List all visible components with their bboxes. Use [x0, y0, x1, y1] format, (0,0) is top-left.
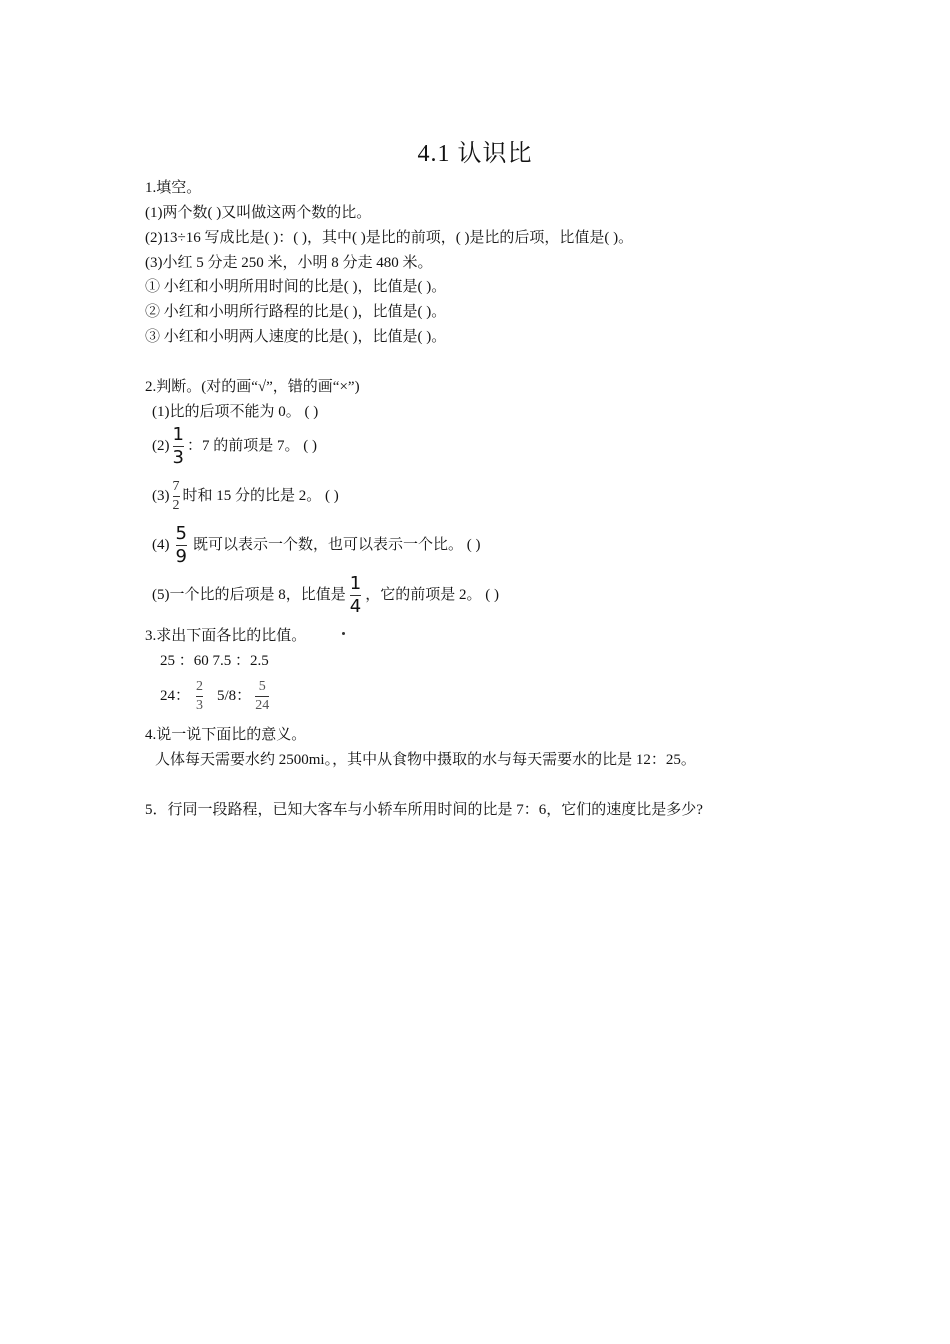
q2-item-3-prefix: (3) [152, 488, 170, 504]
fraction-one-quarter [350, 575, 361, 616]
q3-ratio-a-prefix: 24： [160, 688, 191, 704]
q2-item-1: (1)比的后项不能为 0。 ( ) [152, 404, 319, 420]
q2-item-3-text: 时和 15 分的比是 2。 ( ) [182, 488, 339, 504]
fraction-numerator: 1 [349, 573, 362, 595]
fraction-two-thirds [196, 680, 203, 713]
fraction-numerator: 5 [175, 523, 187, 545]
fraction-one-third [173, 426, 184, 467]
q3-row-1: 25 ：60 7.5 ：2.5 [160, 653, 269, 669]
q1-item-2: (2)13÷16 写成比是( )：( )，其中( )是比的前项，( )是比的后项，比值是( )。 [145, 230, 634, 246]
fraction-denominator: 9 [175, 546, 187, 568]
q1-subitem-3: ③ 小红和小明两人速度的比是( )，比值是( )。 [145, 329, 447, 345]
fraction-denominator: 3 [172, 447, 184, 469]
q2-item-5-prefix: (5)一个比的后项是 8，比值是 [152, 587, 346, 603]
stray-dot [342, 632, 345, 635]
fraction-seven-halves [173, 480, 180, 513]
fraction-numerator: 5 [258, 679, 266, 695]
q2-item-4-text: 既可以表示一个数，也可以表示一个比。 ( ) [192, 537, 481, 553]
fraction-denominator: 4 [349, 596, 362, 618]
q2-item-4 [152, 525, 480, 566]
q2-item-5-text: ，它的前项是 2。 ( ) [365, 587, 499, 603]
q1-subitem-2: ② 小红和小明所行路程的比是( )，比值是( )。 [145, 304, 447, 320]
q2-item-5 [152, 575, 499, 616]
q4-text: 人体每天需要水约 2500mi。，其中从食物中摄取的水与每天需要水的比是 12：25。 [155, 752, 696, 768]
q2-heading: 2.判断。(对的画“√”，错的画“×”) [145, 379, 360, 395]
fraction-denominator: 24 [255, 698, 270, 714]
fraction-numerator: 7 [172, 479, 180, 495]
fraction-numerator: 2 [196, 679, 204, 695]
q2-item-4-prefix: (4) [152, 537, 170, 553]
fraction-numerator: 1 [172, 424, 184, 446]
q1-item-1: (1)两个数( )又叫做这两个数的比。 [145, 205, 372, 221]
q2-item-2-text: ：7 的前项是 7。 ( ) [186, 438, 317, 454]
q5-text: 5．行同一段路程，已知大客车与小轿车所用时间的比是 7：6，它们的速度比是多少? [145, 802, 703, 818]
q1-subitem-1: ① 小红和小明所用时间的比是( )，比值是( )。 [145, 279, 447, 295]
fraction-denominator: 2 [172, 498, 180, 514]
q4-heading: 4.说一说下面比的意义。 [145, 727, 307, 743]
q2-item-3 [152, 476, 339, 516]
q1-heading: 1.填空。 [145, 180, 202, 196]
q3-heading: 3.求出下面各比的比值。 [145, 628, 307, 644]
fraction-five-twentyfourths [255, 680, 269, 713]
q2-item-2-prefix: (2) [152, 438, 170, 454]
fraction-five-ninths [176, 525, 187, 566]
fraction-denominator: 3 [196, 698, 204, 714]
page-title: 4.1 认识比 [417, 141, 533, 167]
q3-ratio-b-prefix: 5/8： [217, 688, 252, 704]
q1-item-3: (3)小红 5 分走 250 米，小明 8 分走 480 米。 [145, 255, 433, 271]
q3-row-2 [160, 676, 273, 716]
q2-item-2 [152, 426, 317, 467]
